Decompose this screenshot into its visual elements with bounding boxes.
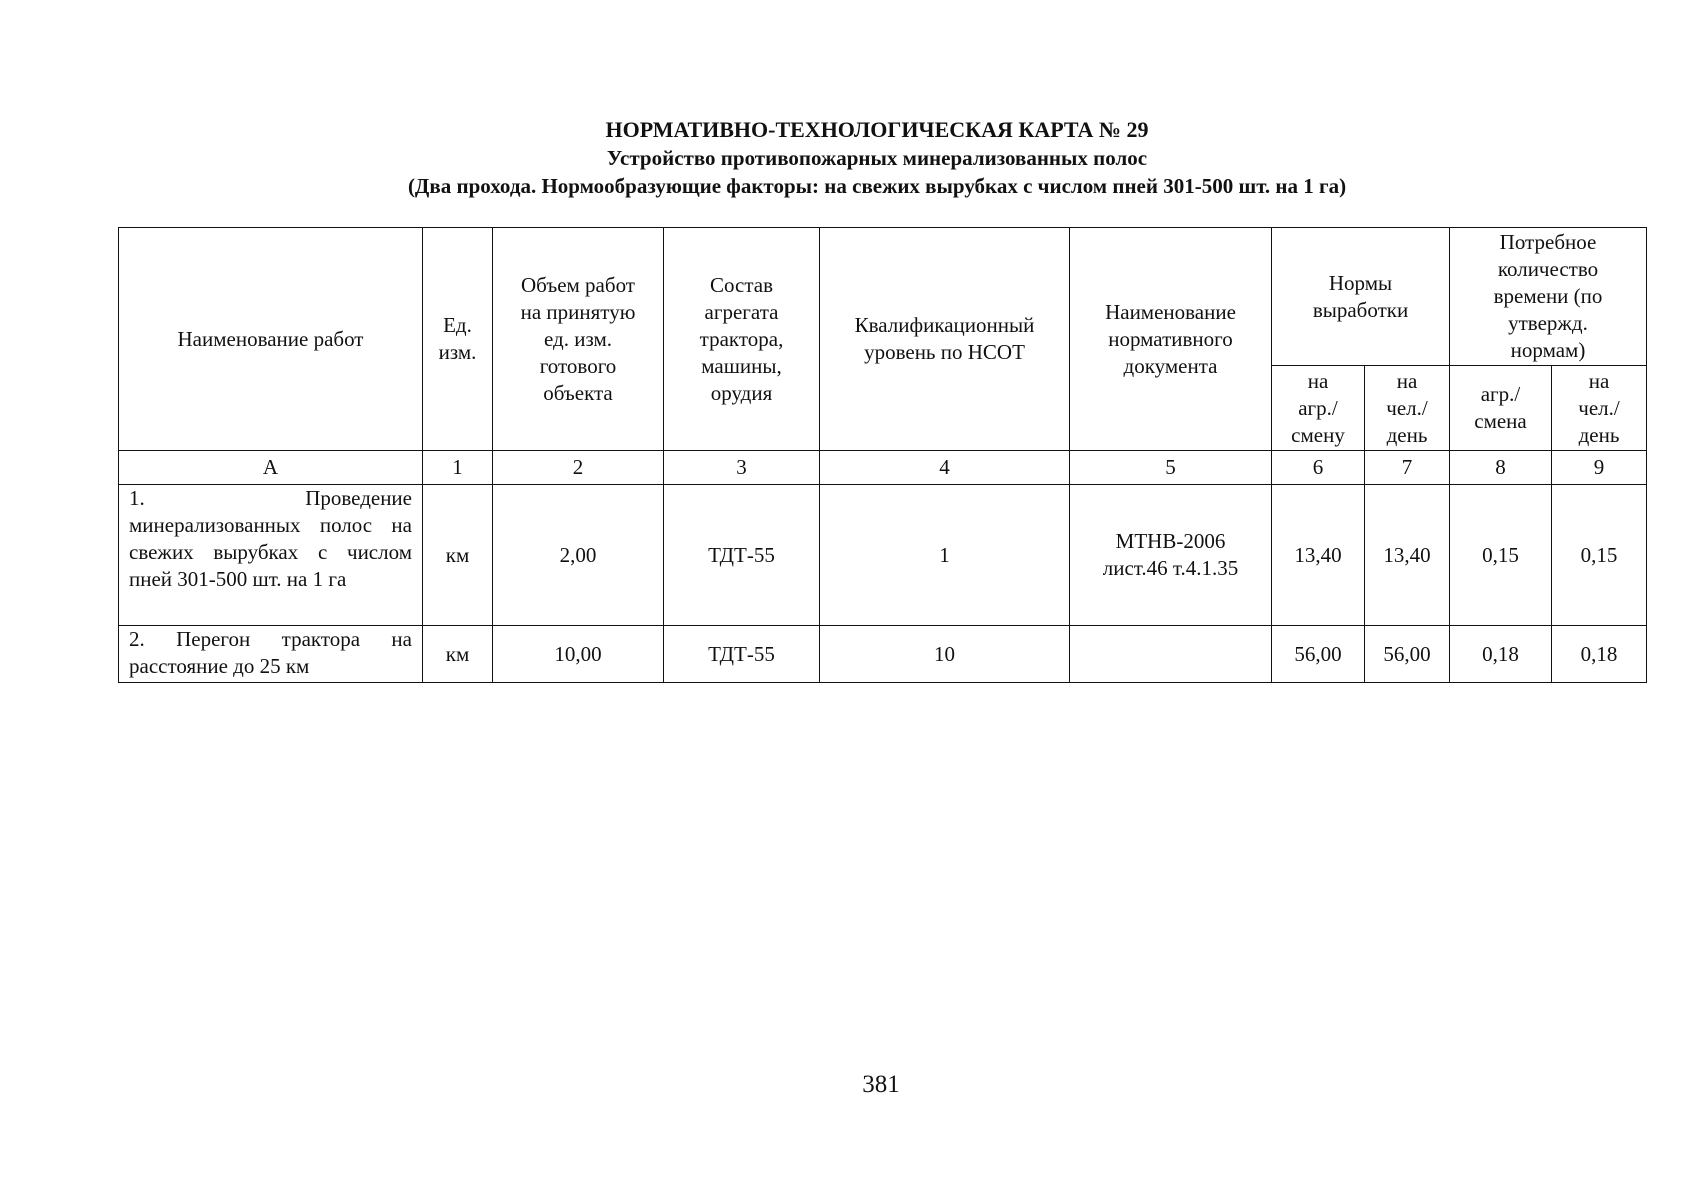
column-number: А — [119, 451, 423, 485]
table-row — [119, 485, 1647, 626]
page-number: 381 — [862, 1071, 900, 1098]
composition-cell: ТДТ-55 — [664, 485, 820, 626]
header-composition: Состав агрегата трактора, машины, орудия — [664, 228, 820, 451]
header-time-unit-shift: агр./ смена — [1450, 366, 1552, 451]
document-subtitle: Устройство противопожарных минерализованных полос — [606, 146, 1148, 170]
technology-card-table — [118, 227, 1647, 683]
volume-cell: 2,00 — [493, 485, 664, 626]
norm-unit-shift-cell: 13,40 — [1272, 485, 1365, 626]
header-norm-per-person-day: на чел./ день — [1365, 366, 1450, 451]
table-row — [119, 626, 1647, 683]
column-number: 7 — [1365, 451, 1450, 485]
header-norm-per-unit-shift: на агр./ смену — [1272, 366, 1365, 451]
column-number: 5 — [1070, 451, 1272, 485]
time-person-day-cell: 0,18 — [1552, 626, 1647, 683]
document-title: НОРМАТИВНО-ТЕХНОЛОГИЧЕСКАЯ КАРТА № 29 — [605, 117, 1149, 142]
header-qualification: Квалификационный уровень по НСОТ — [820, 228, 1070, 451]
header-unit: Ед. изм. — [423, 228, 493, 451]
header-row — [119, 228, 1647, 366]
norm-person-day-cell: 13,40 — [1365, 485, 1450, 626]
norm-unit-shift-cell: 56,00 — [1272, 626, 1365, 683]
document-cell — [1070, 626, 1272, 683]
qualification-cell: 10 — [820, 626, 1070, 683]
volume-cell: 10,00 — [493, 626, 664, 683]
header-document: Наименование нормативного документа — [1070, 228, 1272, 451]
work-name-cell: 1. Проведение минерализованных полос на свежих вырубках с числом пней 301-500 шт. на 1 га — [119, 485, 423, 626]
time-person-day-cell: 0,15 — [1552, 485, 1647, 626]
header-output-norms: Нормы выработки — [1272, 228, 1450, 366]
composition-cell: ТДТ-55 — [664, 626, 820, 683]
header-work-name: Наименование работ — [119, 228, 423, 451]
document-conditions-note: (Два прохода. Нормообразующие факторы: на свежих вырубках с числом пней 301-500 шт. на 1 га) — [407, 174, 1347, 198]
header-time-needed: Потребное количество времени (по утвержд. нормам) — [1450, 228, 1647, 366]
column-number: 1 — [423, 451, 493, 485]
norm-person-day-cell: 56,00 — [1365, 626, 1450, 683]
column-number: 2 — [493, 451, 664, 485]
document-cell: МТНВ-2006 лист.46 т.4.1.35 — [1070, 485, 1272, 626]
qualification-cell: 1 — [820, 485, 1070, 626]
column-number-row — [119, 451, 1647, 485]
column-number: 6 — [1272, 451, 1365, 485]
time-unit-shift-cell: 0,18 — [1450, 626, 1552, 683]
column-number: 4 — [820, 451, 1070, 485]
header-volume: Объем работ на принятую ед. изм. готового объекта — [493, 228, 664, 451]
column-number: 8 — [1450, 451, 1552, 485]
unit-cell: км — [423, 485, 493, 626]
time-unit-shift-cell: 0,15 — [1450, 485, 1552, 626]
unit-cell: км — [423, 626, 493, 683]
column-number: 9 — [1552, 451, 1647, 485]
work-name-cell: 2. Перегон трактора на расстояние до 25 км — [119, 626, 423, 683]
column-number: 3 — [664, 451, 820, 485]
header-time-person-day: на чел./ день — [1552, 366, 1647, 451]
